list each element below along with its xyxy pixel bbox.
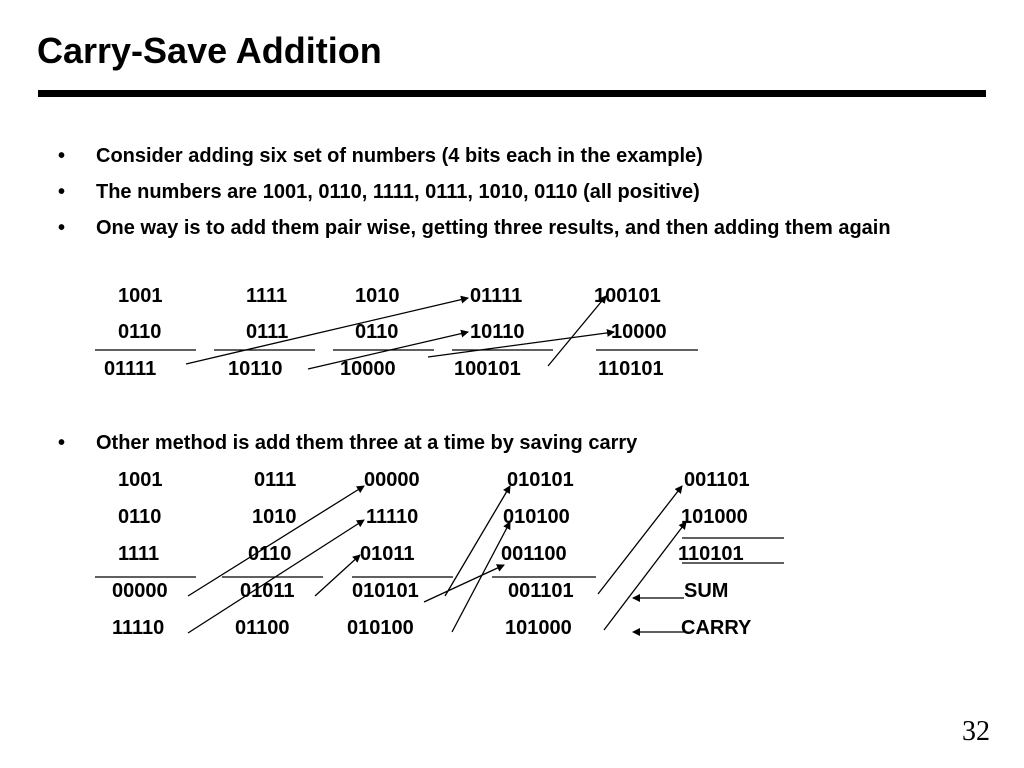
carry-save-operand: 1001 [118,469,163,491]
pairwise-operand: 0110 [355,321,399,343]
carry-save-operand: 1111 [118,543,160,565]
arrow [188,520,364,633]
carry-save-carry: 01100 [235,617,290,639]
pairwise-operand: 1111 [246,285,288,307]
pairwise-sum: 10000 [340,358,396,380]
arrow [424,565,504,602]
carry-save-carry: 11110 [112,617,165,639]
arrow [598,486,682,594]
carry-save-operand: 1010 [252,506,297,528]
carry-save-sum: 001101 [508,580,574,602]
pairwise-sum: 110101 [598,358,664,380]
carry-save-result: 110101 [678,543,744,565]
bullet-text: Consider adding six set of numbers (4 bits each in the example) [96,145,703,167]
carry-save-operand: 00000 [364,469,420,491]
carry-label: CARRY [681,617,752,639]
carry-save-operand: 010100 [503,506,570,528]
pairwise-sum: 10110 [228,358,283,380]
arrow [188,486,364,596]
carry-save-sum: 00000 [112,580,168,602]
pairwise-operand: 10000 [611,321,667,343]
arrow [548,296,606,366]
bullet-dot: • [58,217,66,239]
arrow [604,522,686,630]
arrow [315,555,360,596]
carry-save-operand: 001101 [684,469,750,491]
carry-save-operand: 010101 [507,469,574,491]
carry-save-carry: 101000 [505,617,572,639]
pairwise-operand: 0111 [246,321,289,343]
bullet-dot: • [58,145,66,167]
carry-save-operand: 01011 [360,543,415,565]
arrow [428,332,614,357]
carry-save-operand: 101000 [681,506,748,528]
pairwise-operand: 1010 [355,285,400,307]
carry-save-operand: 0111 [254,469,297,491]
bullet-text: The numbers are 1001, 0110, 1111, 0111, 1010, 0110 (all positive) [96,181,700,203]
arrow [186,298,468,364]
bullet-dot: • [58,181,66,203]
carry-save-sum: 010101 [352,580,419,602]
pairwise-operand: 1001 [118,285,163,307]
carry-save-operand: 0110 [118,506,162,528]
slide-title: Carry-Save Addition [37,30,382,71]
bullet-text: Other method is add them three at a time by saving carry [96,432,638,454]
bullet-dot: • [58,432,66,454]
pairwise-sum: 01111 [104,358,157,380]
pairwise-operand: 10110 [470,321,525,343]
page-number: 32 [962,716,990,747]
carry-save-sum: 01011 [240,580,295,602]
sum-label: SUM [684,580,729,602]
pairwise-sum: 100101 [454,358,521,380]
carry-save-operand: 11110 [366,506,419,528]
pairwise-operand: 0110 [118,321,162,343]
bullet-text: One way is to add them pair wise, getting three results, and then adding them again [96,217,891,239]
arrow [308,332,468,369]
carry-save-operand: 001100 [501,543,567,565]
pairwise-operand: 100101 [594,285,661,307]
pairwise-operand: 01111 [470,285,523,307]
carry-save-carry: 010100 [347,617,414,639]
carry-save-operand: 0110 [248,543,292,565]
